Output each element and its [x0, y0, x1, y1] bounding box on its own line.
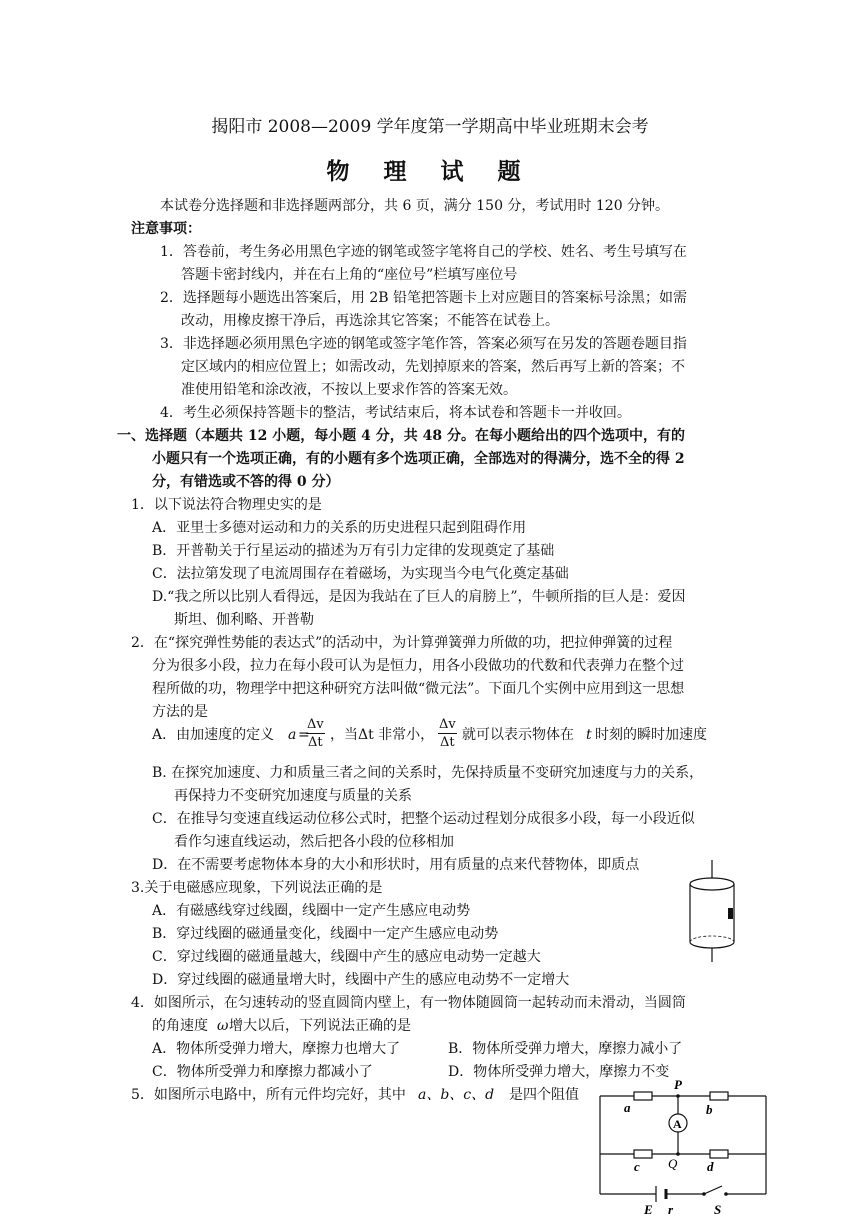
question-stem: 方法的是: [152, 704, 208, 720]
var-a: a: [288, 727, 297, 743]
subject-title: 物 理 试 题: [326, 158, 534, 185]
option-b: B．开普勒关于行星运动的描述为万有引力定律的发现奠定了基础: [152, 543, 555, 559]
node-label-q: Q: [668, 1156, 678, 1171]
notice-line: 定区域内的相应位置上；如需改动，先划掉原来的答案，然后再写上新的答案；不: [181, 359, 685, 375]
node-label-p: P: [674, 1077, 682, 1092]
question-stem: 4．如图所示，在匀速转动的竖直圆筒内壁上，有一物体随圆筒一起转动而未滑动，当圆筒: [131, 995, 686, 1011]
section-heading: 一、选择题（本题共 12 小题，每小题 4 分，共 48 分。在每小题给出的四个选项中，有的: [117, 428, 685, 444]
resistor-label-c: c: [634, 1159, 640, 1174]
rotating-cylinder-figure: [684, 858, 740, 964]
question-stem: 1．以下说法符合物理史实的是: [131, 497, 322, 513]
intro-text: 本试卷分选择题和非选择题两部分，共 6 页，满分 150 分，考试用时 120 分钟。: [160, 198, 670, 214]
option-a: A．由加速度的定义: [152, 727, 275, 743]
switch-label: S: [714, 1202, 722, 1216]
battery-label-e: E: [644, 1202, 653, 1216]
resistor-a-icon: [634, 1092, 652, 1100]
notice-line: 2．选择题每小题选出答案后，用 2B 铅笔把答题卡上对应题目的答案标号涂黑；如需: [160, 290, 688, 306]
question-stem: 分为很多小段，拉力在每小段可认为是恒力，用各小段做功的代数和代表弹力在整个过: [152, 658, 684, 674]
option-d: D．穿过线圈的磁通量增大时，线圈中产生的感应电动势不一定增大: [152, 972, 570, 988]
resistor-label-b: b: [706, 1102, 713, 1117]
option-c-cont: 看作匀速直线运动，然后把各小段的位移相加: [174, 834, 454, 850]
equals-sign: =: [298, 727, 310, 743]
question-stem: 3.关于电磁感应现象，下列说法正确的是: [131, 880, 383, 896]
option-a-end: 时刻的瞬时加速度: [595, 727, 707, 743]
question-stem-a: 的角速度: [152, 1018, 208, 1034]
omega-symbol: ω: [217, 1018, 229, 1034]
section-heading: 小题只有一个选项正确，有的小题有多个选项正确，全部选对的得满分，选不全的得 2: [152, 451, 685, 467]
notice-line: 3．非选择题必须用黑色字迹的钢笔或签字笔作答，答案必须写在另发的答题卷题目指: [160, 336, 687, 352]
circuit-diagram: [594, 1076, 772, 1216]
fraction-dv-dt: $\frac{\Delta v}{\Delta t}$: [307, 717, 324, 750]
resistor-c-icon: [634, 1150, 652, 1158]
question-stem-b: 增大以后，下列说法正确的是: [229, 1018, 411, 1034]
option-d: D.“我之所以比别人看得远，是因为我站在了巨人的肩膀上”，牛顿所指的巨人是：爱因: [152, 589, 686, 605]
ammeter-label: A: [673, 1117, 682, 1131]
option-b: B．物体所受弹力增大，摩擦力减小了: [448, 1041, 683, 1057]
resistor-b-icon: [710, 1092, 728, 1100]
option-a: A．物体所受弹力增大，摩擦力也增大了: [152, 1041, 401, 1057]
option-a: A．有磁感线穿过线圈，线圈中一定产生感应电动势: [152, 903, 471, 919]
option-c: C．物体所受弹力和摩擦力都减小了: [152, 1064, 373, 1080]
option-b: B. 在探究加速度、力和质量三者之间的关系时，先保持质量不变研究加速度与力的关系，: [152, 765, 704, 781]
question-stem-a: 5．如图所示电路中，所有元件均完好，其中: [131, 1087, 406, 1103]
notice-line: 答题卡密封线内，并在右上角的“座位号”栏填写座位号: [181, 267, 518, 283]
option-d: D．物体所受弹力增大，摩擦力不变: [448, 1064, 670, 1080]
resistor-label-a: a: [624, 1100, 631, 1115]
question-stem-b: 是四个阻值: [509, 1087, 579, 1103]
var-t: t: [586, 727, 592, 743]
option-a-mid: ，当Δt 非常小，: [330, 727, 435, 743]
option-d: D．在不需要考虑物体本身的大小和形状时，用有质量的点来代替物体，即质点: [152, 857, 640, 873]
question-stem: 程所做的功，物理学中把这种研究方法叫做“微元法”。下面几个实例中应用到这一思想: [152, 681, 685, 697]
notice-line: 改动，用橡皮擦干净后，再选涂其它答案；不能答在试卷上。: [181, 313, 559, 329]
option-a-suffix: 就可以表示物体在: [462, 727, 574, 743]
notice-line: 1．答卷前，考生务必用黑色字迹的钢笔或签字笔将自己的学校、姓名、考生号填写在: [160, 244, 687, 260]
option-a: A．亚里士多德对运动和力的关系的历史进程只起到阻碍作用: [152, 520, 527, 536]
notice-line: 准使用铅笔和涂改液，不按以上要求作答的答案无效。: [181, 382, 517, 398]
notice-heading: 注意事项：: [131, 221, 201, 237]
exam-title: 揭阳市 2008—2009 学年度第一学期高中毕业班期末会考: [211, 117, 649, 137]
option-d-cont: 斯坦、伽利略、开普勒: [174, 612, 314, 628]
question-stem: 2．在“探究弹性势能的表达式”的活动中，为计算弹簧弹力所做的功，把拉伸弹簧的过程: [131, 635, 673, 651]
fraction-dv-dt: $\frac{\Delta v}{\Delta t}$: [439, 717, 456, 750]
option-b-cont: 再保持力不变研究加速度与质量的关系: [174, 788, 412, 804]
resistor-label-d: d: [707, 1159, 714, 1174]
option-c: C．穿过线圈的磁通量越大，线圈中产生的感应电动势一定越大: [152, 949, 541, 965]
option-b: B．穿过线圈的磁通量变化，线圈中一定产生感应电动势: [152, 926, 499, 942]
notice-line: 4．考生必须保持答题卡的整洁，考试结束后，将本试卷和答题卡一并收回。: [160, 405, 631, 421]
option-c: C．法拉第发现了电流周围存在着磁场，为实现当今电气化奠定基础: [152, 566, 569, 582]
resistor-d-icon: [710, 1150, 728, 1158]
section-heading: 分，有错选或不答的得 0 分）: [152, 474, 340, 490]
option-c: C．在推导匀变速直线运动位移公式时，把整个运动过程划分成很多小段，每一小段近似: [152, 811, 695, 827]
internal-resistance-label: r: [668, 1202, 674, 1216]
resistor-vars: a、b、c、d: [418, 1087, 495, 1103]
